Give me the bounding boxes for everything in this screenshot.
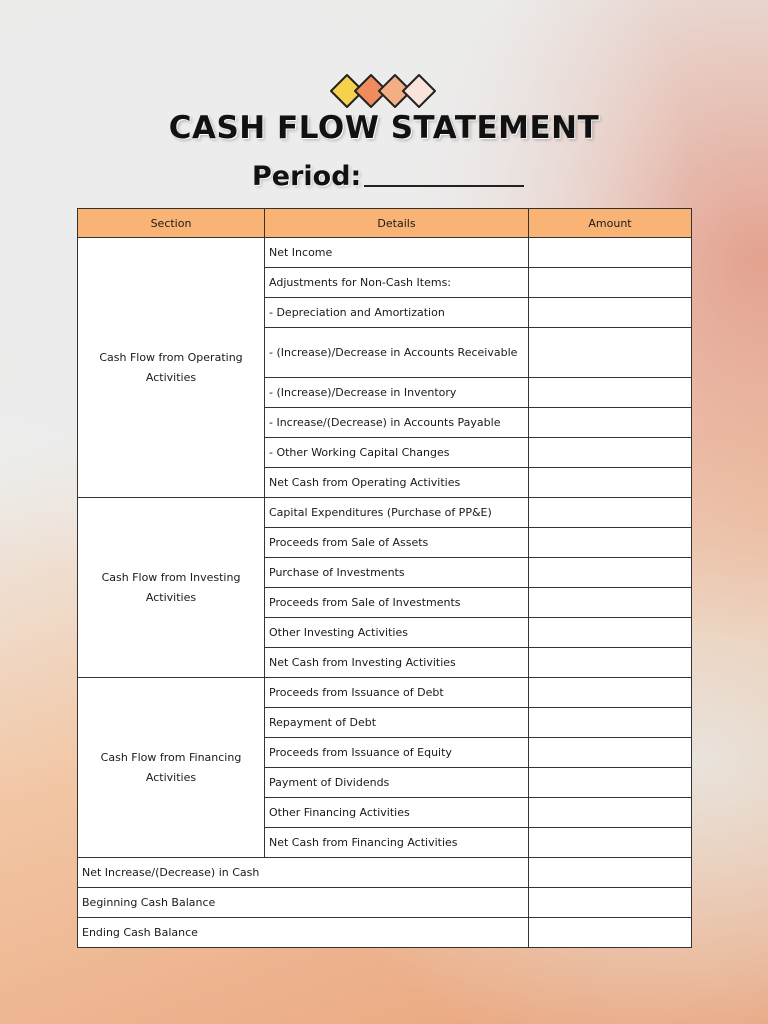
- period-field: [252, 161, 524, 192]
- summary-label: Ending Cash Balance: [78, 918, 529, 948]
- detail-cell: - Increase/(Decrease) in Accounts Payable: [265, 408, 529, 438]
- amount-cell[interactable]: [529, 768, 692, 798]
- table-row: [78, 498, 692, 528]
- period-label: Period:: [252, 161, 362, 192]
- amount-cell[interactable]: [529, 798, 692, 828]
- amount-cell[interactable]: [529, 438, 692, 468]
- amount-cell[interactable]: [529, 918, 692, 948]
- amount-cell[interactable]: [529, 298, 692, 328]
- detail-cell: Proceeds from Sale of Investments: [265, 588, 529, 618]
- section-financing: Cash Flow from Financing Activities: [78, 678, 265, 858]
- summary-row: [78, 888, 692, 918]
- detail-cell: - (Increase)/Decrease in Inventory: [265, 378, 529, 408]
- amount-cell[interactable]: [529, 378, 692, 408]
- table-row: [78, 238, 692, 268]
- amount-cell[interactable]: [529, 558, 692, 588]
- detail-cell: Net Cash from Investing Activities: [265, 648, 529, 678]
- summary-row: [78, 858, 692, 888]
- section-investing: Cash Flow from Investing Activities: [78, 498, 265, 678]
- column-header-amount: Amount: [529, 209, 692, 238]
- detail-cell: - Other Working Capital Changes: [265, 438, 529, 468]
- amount-cell[interactable]: [529, 708, 692, 738]
- amount-cell[interactable]: [529, 858, 692, 888]
- summary-label: Net Increase/(Decrease) in Cash: [78, 858, 529, 888]
- amount-cell[interactable]: [529, 648, 692, 678]
- detail-cell: Proceeds from Issuance of Equity: [265, 738, 529, 768]
- page-title: CASH FLOW STATEMENT: [168, 110, 600, 146]
- column-header-section: Section: [78, 209, 265, 238]
- detail-cell: Proceeds from Issuance of Debt: [265, 678, 529, 708]
- detail-cell: Net Income: [265, 238, 529, 268]
- column-header-details: Details: [265, 209, 529, 238]
- amount-cell[interactable]: [529, 498, 692, 528]
- amount-cell[interactable]: [529, 618, 692, 648]
- detail-cell: - (Increase)/Decrease in Accounts Receivable: [265, 328, 529, 378]
- amount-cell[interactable]: [529, 328, 692, 378]
- detail-cell: Purchase of Investments: [265, 558, 529, 588]
- summary-label: Beginning Cash Balance: [78, 888, 529, 918]
- detail-cell: Adjustments for Non-Cash Items:: [265, 268, 529, 298]
- diamond-blush: [403, 75, 435, 107]
- table-row: [78, 678, 692, 708]
- detail-cell: Payment of Dividends: [265, 768, 529, 798]
- amount-cell[interactable]: [529, 238, 692, 268]
- detail-cell: Other Investing Activities: [265, 618, 529, 648]
- amount-cell[interactable]: [529, 528, 692, 558]
- detail-cell: - Depreciation and Amortization: [265, 298, 529, 328]
- detail-cell: Net Cash from Operating Activities: [265, 468, 529, 498]
- summary-row: [78, 918, 692, 948]
- period-blank-line[interactable]: [364, 185, 524, 187]
- amount-cell[interactable]: [529, 678, 692, 708]
- cash-flow-table: [77, 208, 692, 948]
- detail-cell: Net Cash from Financing Activities: [265, 828, 529, 858]
- amount-cell[interactable]: [529, 408, 692, 438]
- amount-cell[interactable]: [529, 828, 692, 858]
- detail-cell: Capital Expenditures (Purchase of PP&E): [265, 498, 529, 528]
- detail-cell: Other Financing Activities: [265, 798, 529, 828]
- amount-cell[interactable]: [529, 888, 692, 918]
- amount-cell[interactable]: [529, 468, 692, 498]
- amount-cell[interactable]: [529, 588, 692, 618]
- section-operating: Cash Flow from Operating Activities: [78, 238, 265, 498]
- amount-cell[interactable]: [529, 738, 692, 768]
- diamond-decoration: [328, 72, 440, 110]
- table-header-row: [78, 209, 692, 238]
- amount-cell[interactable]: [529, 268, 692, 298]
- detail-cell: Proceeds from Sale of Assets: [265, 528, 529, 558]
- detail-cell: Repayment of Debt: [265, 708, 529, 738]
